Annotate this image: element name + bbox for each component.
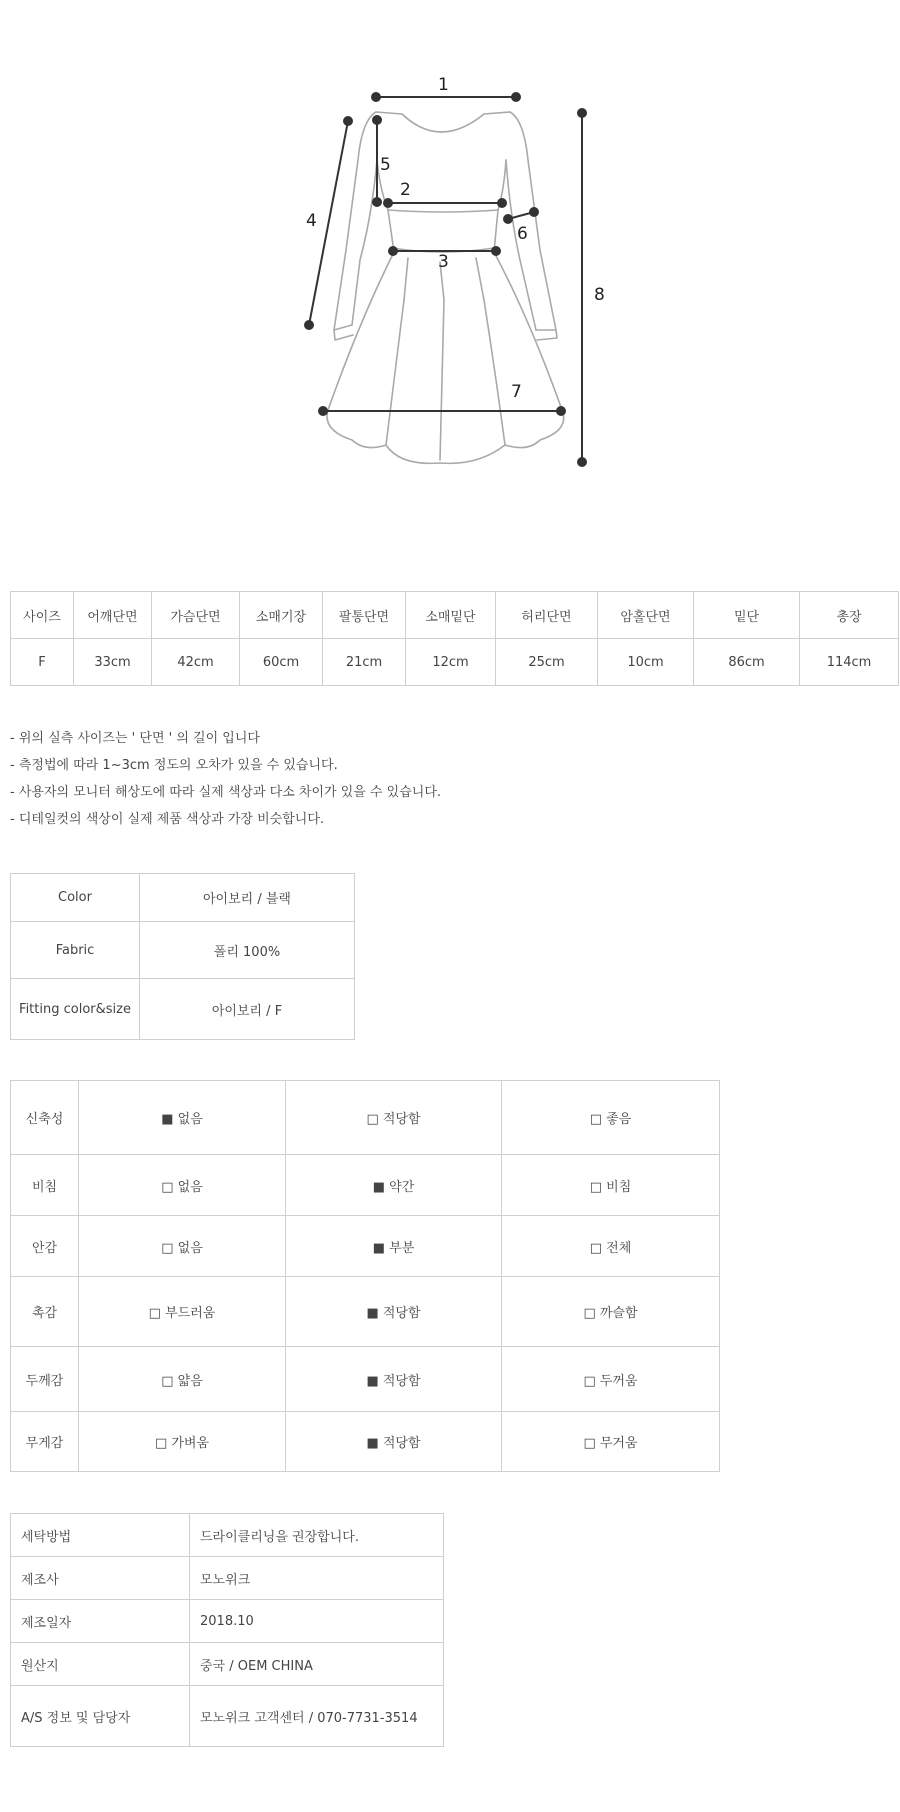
- feel-row: [11, 1412, 720, 1472]
- size-header-cell: 어깨단면: [74, 592, 152, 639]
- feel-label: 신축성: [11, 1081, 79, 1155]
- size-header-cell: 허리단면: [496, 592, 598, 639]
- feel-row: [11, 1277, 720, 1347]
- care-value: 중국 / OEM CHINA: [190, 1643, 444, 1686]
- feel-option: □ 전체: [502, 1216, 720, 1277]
- care-label: 원산지: [11, 1643, 190, 1686]
- feel-option: □ 두꺼움: [502, 1347, 720, 1412]
- measure-label-5: 5: [380, 155, 391, 175]
- care-label: A/S 정보 및 담당자: [11, 1686, 190, 1747]
- feel-label: 안감: [11, 1216, 79, 1277]
- care-row: [11, 1643, 444, 1686]
- care-row: [11, 1514, 444, 1557]
- feel-option: ■ 적당함: [286, 1277, 502, 1347]
- size-cell: 21cm: [323, 639, 406, 686]
- care-label: 제조사: [11, 1557, 190, 1600]
- feel-option: ■ 적당함: [286, 1347, 502, 1412]
- size-table-header-row: [11, 592, 899, 639]
- feel-option: □ 비침: [502, 1155, 720, 1216]
- size-diagram: [0, 0, 900, 520]
- size-cell: 86cm: [694, 639, 800, 686]
- feel-option: □ 없음: [79, 1155, 286, 1216]
- size-table-row: [11, 639, 899, 686]
- info-row: [11, 874, 355, 922]
- note-line: - 위의 실측 사이즈는 ' 단면 ' 의 길이 입니다: [10, 731, 260, 746]
- size-cell: 60cm: [240, 639, 323, 686]
- feel-label: 촉감: [11, 1277, 79, 1347]
- measurement-lines: [305, 93, 586, 466]
- feel-row: [11, 1081, 720, 1155]
- feel-option: □ 가벼움: [79, 1412, 286, 1472]
- note-line: - 측정법에 따라 1~3cm 정도의 오차가 있을 수 있습니다.: [10, 758, 338, 773]
- care-row: [11, 1686, 444, 1747]
- care-value: 모노위크 고객센터 / 070-7731-3514: [190, 1686, 444, 1747]
- measure-label-3: 3: [438, 252, 449, 272]
- fabric-feel-table: [10, 1080, 720, 1472]
- feel-option: □ 무거움: [502, 1412, 720, 1472]
- size-header-cell: 암홀단면: [598, 592, 694, 639]
- feel-label: 비침: [11, 1155, 79, 1216]
- info-row: [11, 922, 355, 979]
- size-header-cell: 팔통단면: [323, 592, 406, 639]
- feel-option: □ 얇음: [79, 1347, 286, 1412]
- size-header-cell: 가슴단면: [152, 592, 240, 639]
- info-label: Color: [11, 874, 140, 922]
- feel-label: 무게감: [11, 1412, 79, 1472]
- care-value: 2018.10: [190, 1600, 444, 1643]
- info-label: Fitting color&size: [11, 979, 140, 1040]
- measure-label-6: 6: [517, 224, 528, 244]
- feel-option: □ 없음: [79, 1216, 286, 1277]
- product-info-table: [10, 873, 355, 1040]
- size-table: [10, 591, 899, 686]
- size-header-cell: 소매밑단: [406, 592, 496, 639]
- measure-label-8: 8: [594, 285, 605, 305]
- size-header-cell: 사이즈: [11, 592, 74, 639]
- feel-option: □ 부드러움: [79, 1277, 286, 1347]
- size-cell: 42cm: [152, 639, 240, 686]
- care-label: 제조일자: [11, 1600, 190, 1643]
- info-label: Fabric: [11, 922, 140, 979]
- size-header-cell: 소매기장: [240, 592, 323, 639]
- care-row: [11, 1557, 444, 1600]
- feel-row: [11, 1347, 720, 1412]
- feel-option: ■ 적당함: [286, 1412, 502, 1472]
- care-info-table: [10, 1513, 444, 1747]
- size-cell: 12cm: [406, 639, 496, 686]
- measure-label-1: 1: [438, 75, 449, 95]
- note-line: - 디테일컷의 색상이 실제 제품 색상과 가장 비슷합니다.: [10, 812, 325, 827]
- feel-option: ■ 없음: [79, 1081, 286, 1155]
- size-notes: [10, 725, 441, 833]
- measure-label-2: 2: [400, 180, 411, 200]
- feel-option: □ 까슬함: [502, 1277, 720, 1347]
- feel-option: □ 적당함: [286, 1081, 502, 1155]
- feel-row: [11, 1155, 720, 1216]
- size-cell: F: [11, 639, 74, 686]
- feel-option: □ 좋음: [502, 1081, 720, 1155]
- info-value: 아이보리 / F: [140, 979, 355, 1040]
- feel-option: ■ 약간: [286, 1155, 502, 1216]
- size-cell: 114cm: [800, 639, 899, 686]
- feel-row: [11, 1216, 720, 1277]
- size-cell: 33cm: [74, 639, 152, 686]
- care-value: 모노위크: [190, 1557, 444, 1600]
- measure-label-7: 7: [511, 382, 522, 402]
- size-cell: 10cm: [598, 639, 694, 686]
- feel-label: 두께감: [11, 1347, 79, 1412]
- feel-option: ■ 부분: [286, 1216, 502, 1277]
- info-row: [11, 979, 355, 1040]
- info-value: 아이보리 / 블랙: [140, 874, 355, 922]
- measure-label-4: 4: [306, 211, 317, 231]
- care-label: 세탁방법: [11, 1514, 190, 1557]
- info-value: 폴리 100%: [140, 922, 355, 979]
- care-value: 드라이클리닝을 권장합니다.: [190, 1514, 444, 1557]
- size-header-cell: 밑단: [694, 592, 800, 639]
- dress-illustration: [0, 0, 900, 520]
- size-header-cell: 총장: [800, 592, 899, 639]
- care-row: [11, 1600, 444, 1643]
- note-line: - 사용자의 모니터 해상도에 따라 실제 색상과 다소 차이가 있을 수 있습니다.: [10, 785, 442, 800]
- size-cell: 25cm: [496, 639, 598, 686]
